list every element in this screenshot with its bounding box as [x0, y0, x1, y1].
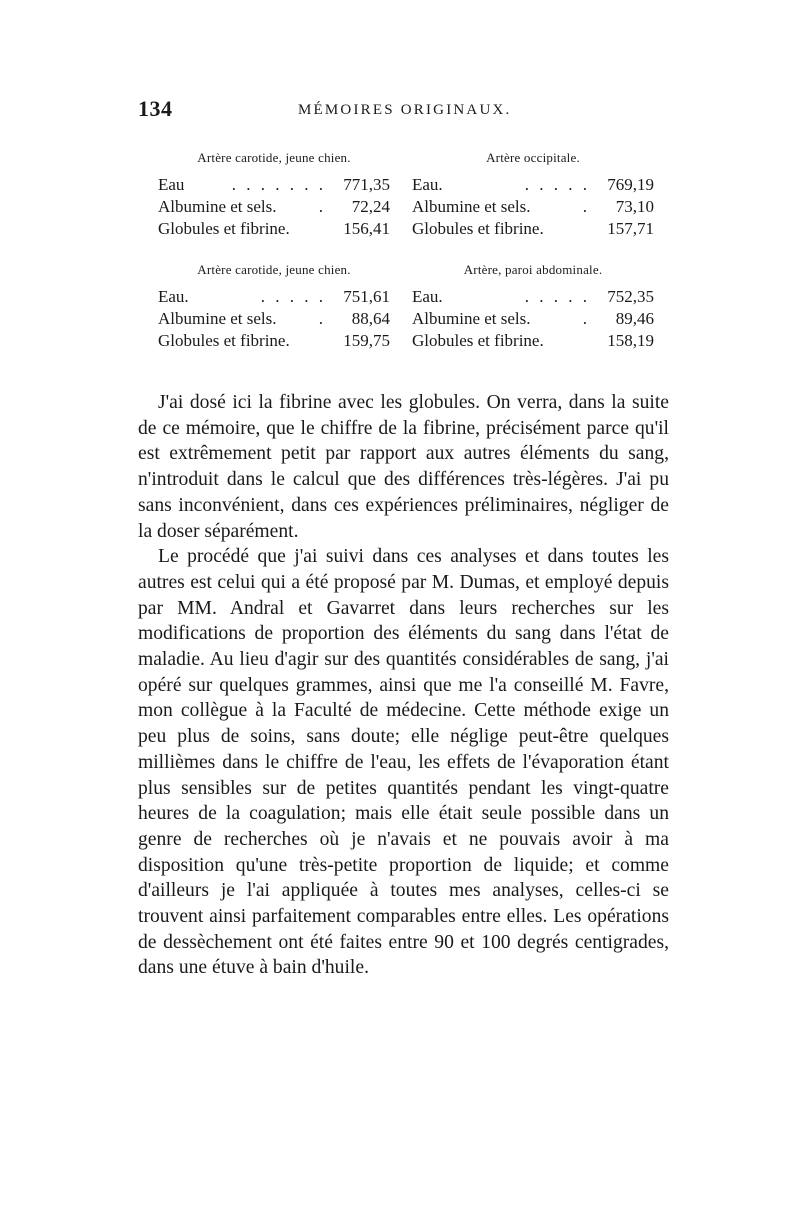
table-row	[158, 174, 390, 196]
table-row	[158, 196, 390, 218]
leader-dots: .	[582, 309, 590, 328]
leader-dots: .	[582, 197, 590, 216]
running-head	[138, 96, 666, 128]
row-label: Eau.	[412, 175, 443, 194]
row-label: Eau.	[158, 287, 189, 306]
row-label: Albumine et sels.	[412, 309, 531, 328]
row-value: 158,19	[607, 331, 654, 350]
row-value: 73,10	[615, 197, 654, 216]
row-label: Globules et fibrine.	[412, 331, 544, 350]
row-label: Eau.	[412, 287, 443, 306]
running-title: MÉMOIRES ORIGINAUX.	[298, 102, 512, 118]
paragraph-fibrine: J'ai dosé ici la fibrine avec les globules. On verra, dans la suite de ce mémoire, que le chiffre de la fibrine, précisément parce qu'il est extrêmement petit par rapport aux autres éléments du sang, n'introduit dans le calcul que des différences très-légères. J'ai pu sans inconvénient, dans ces expériences préliminaires, négliger de la doser séparément.	[138, 392, 669, 542]
table-caption: Artère carotide, jeune chien.	[197, 150, 351, 165]
table-row	[158, 330, 390, 352]
row-label: Globules et fibrine.	[158, 219, 290, 238]
row-value: 769,19	[607, 175, 654, 194]
table-row	[412, 308, 654, 330]
row-label: Albumine et sels.	[158, 309, 277, 328]
table-occipital-artery	[412, 150, 654, 240]
table-row	[412, 286, 654, 308]
row-label: Globules et fibrine.	[158, 331, 290, 350]
table-caption: Artère occipitale.	[486, 150, 580, 165]
table-row	[412, 218, 654, 240]
leader-dots: . . . . .	[524, 175, 590, 194]
row-value: 751,61	[343, 287, 390, 306]
row-label: Globules et fibrine.	[412, 219, 544, 238]
leader-dots: .	[318, 197, 326, 216]
row-value: 157,71	[607, 219, 654, 238]
table-caption: Artère, paroi abdominale.	[463, 262, 603, 277]
table-row	[158, 286, 390, 308]
leader-dots: . . . . .	[524, 287, 590, 306]
table-row	[412, 196, 654, 218]
leader-dots: .	[318, 309, 326, 328]
row-label: Albumine et sels.	[412, 197, 531, 216]
row-value: 156,41	[343, 219, 390, 238]
table-row	[412, 174, 654, 196]
row-value: 159,75	[343, 331, 390, 350]
row-value: 752,35	[607, 287, 654, 306]
row-value: 771,35	[343, 175, 390, 194]
row-value: 88,64	[351, 309, 390, 328]
paragraph-method: Le procédé que j'ai suivi dans ces analyses et dans toutes les autres est celui qui a été proposé par M. Dumas, et employé depuis par MM. Andral et Gavarret dans leurs recherches sur les modifications de proportion des éléments du sang dans l'état de maladie. Au lieu d'agir sur des quantités considérables de sang, j'ai opéré sur quelques grammes, ainsi que me l'a conseillé M. Favre, mon collègue à la Faculté de médecine. Cette méthode exige un peu plus de soins, sans doute; elle néglige peut-être quelques millièmes dans le chiffre de l'eau, les effets de l'évaporation étant plus sensibles sur de petites quantités pendant les vingt-quatre heures de la coagulation; mais elle était seule possible dans un genre de recherches où je n'avais et ne pouvais avoir à ma disposition qu'une très-petite proportion de liquide; et comme d'ailleurs je l'ai appliquée à toutes mes analyses, celles-ci se trouvent ainsi parfaitement comparables entre elles. Les opérations de dessèchement ont été faites entre 90 et 100 degrés centigrades, dans une étuve à bain d'huile.	[138, 546, 669, 979]
body-text	[138, 390, 669, 981]
table-abdominal-wall-artery	[412, 262, 654, 352]
leader-dots: . . . . .	[260, 287, 326, 306]
table-carotid-young-dog-2	[158, 262, 390, 352]
page-number: 134	[138, 96, 173, 121]
table-row	[158, 218, 390, 240]
table-row	[412, 330, 654, 352]
leader-dots: . . . . . . .	[231, 175, 326, 194]
row-label: Albumine et sels.	[158, 197, 277, 216]
table-carotid-young-dog-1	[158, 150, 390, 240]
row-value: 72,24	[351, 197, 390, 216]
table-caption: Artère carotide, jeune chien.	[197, 262, 351, 277]
row-value: 89,46	[615, 309, 654, 328]
row-label: Eau	[158, 175, 185, 194]
table-row	[158, 308, 390, 330]
